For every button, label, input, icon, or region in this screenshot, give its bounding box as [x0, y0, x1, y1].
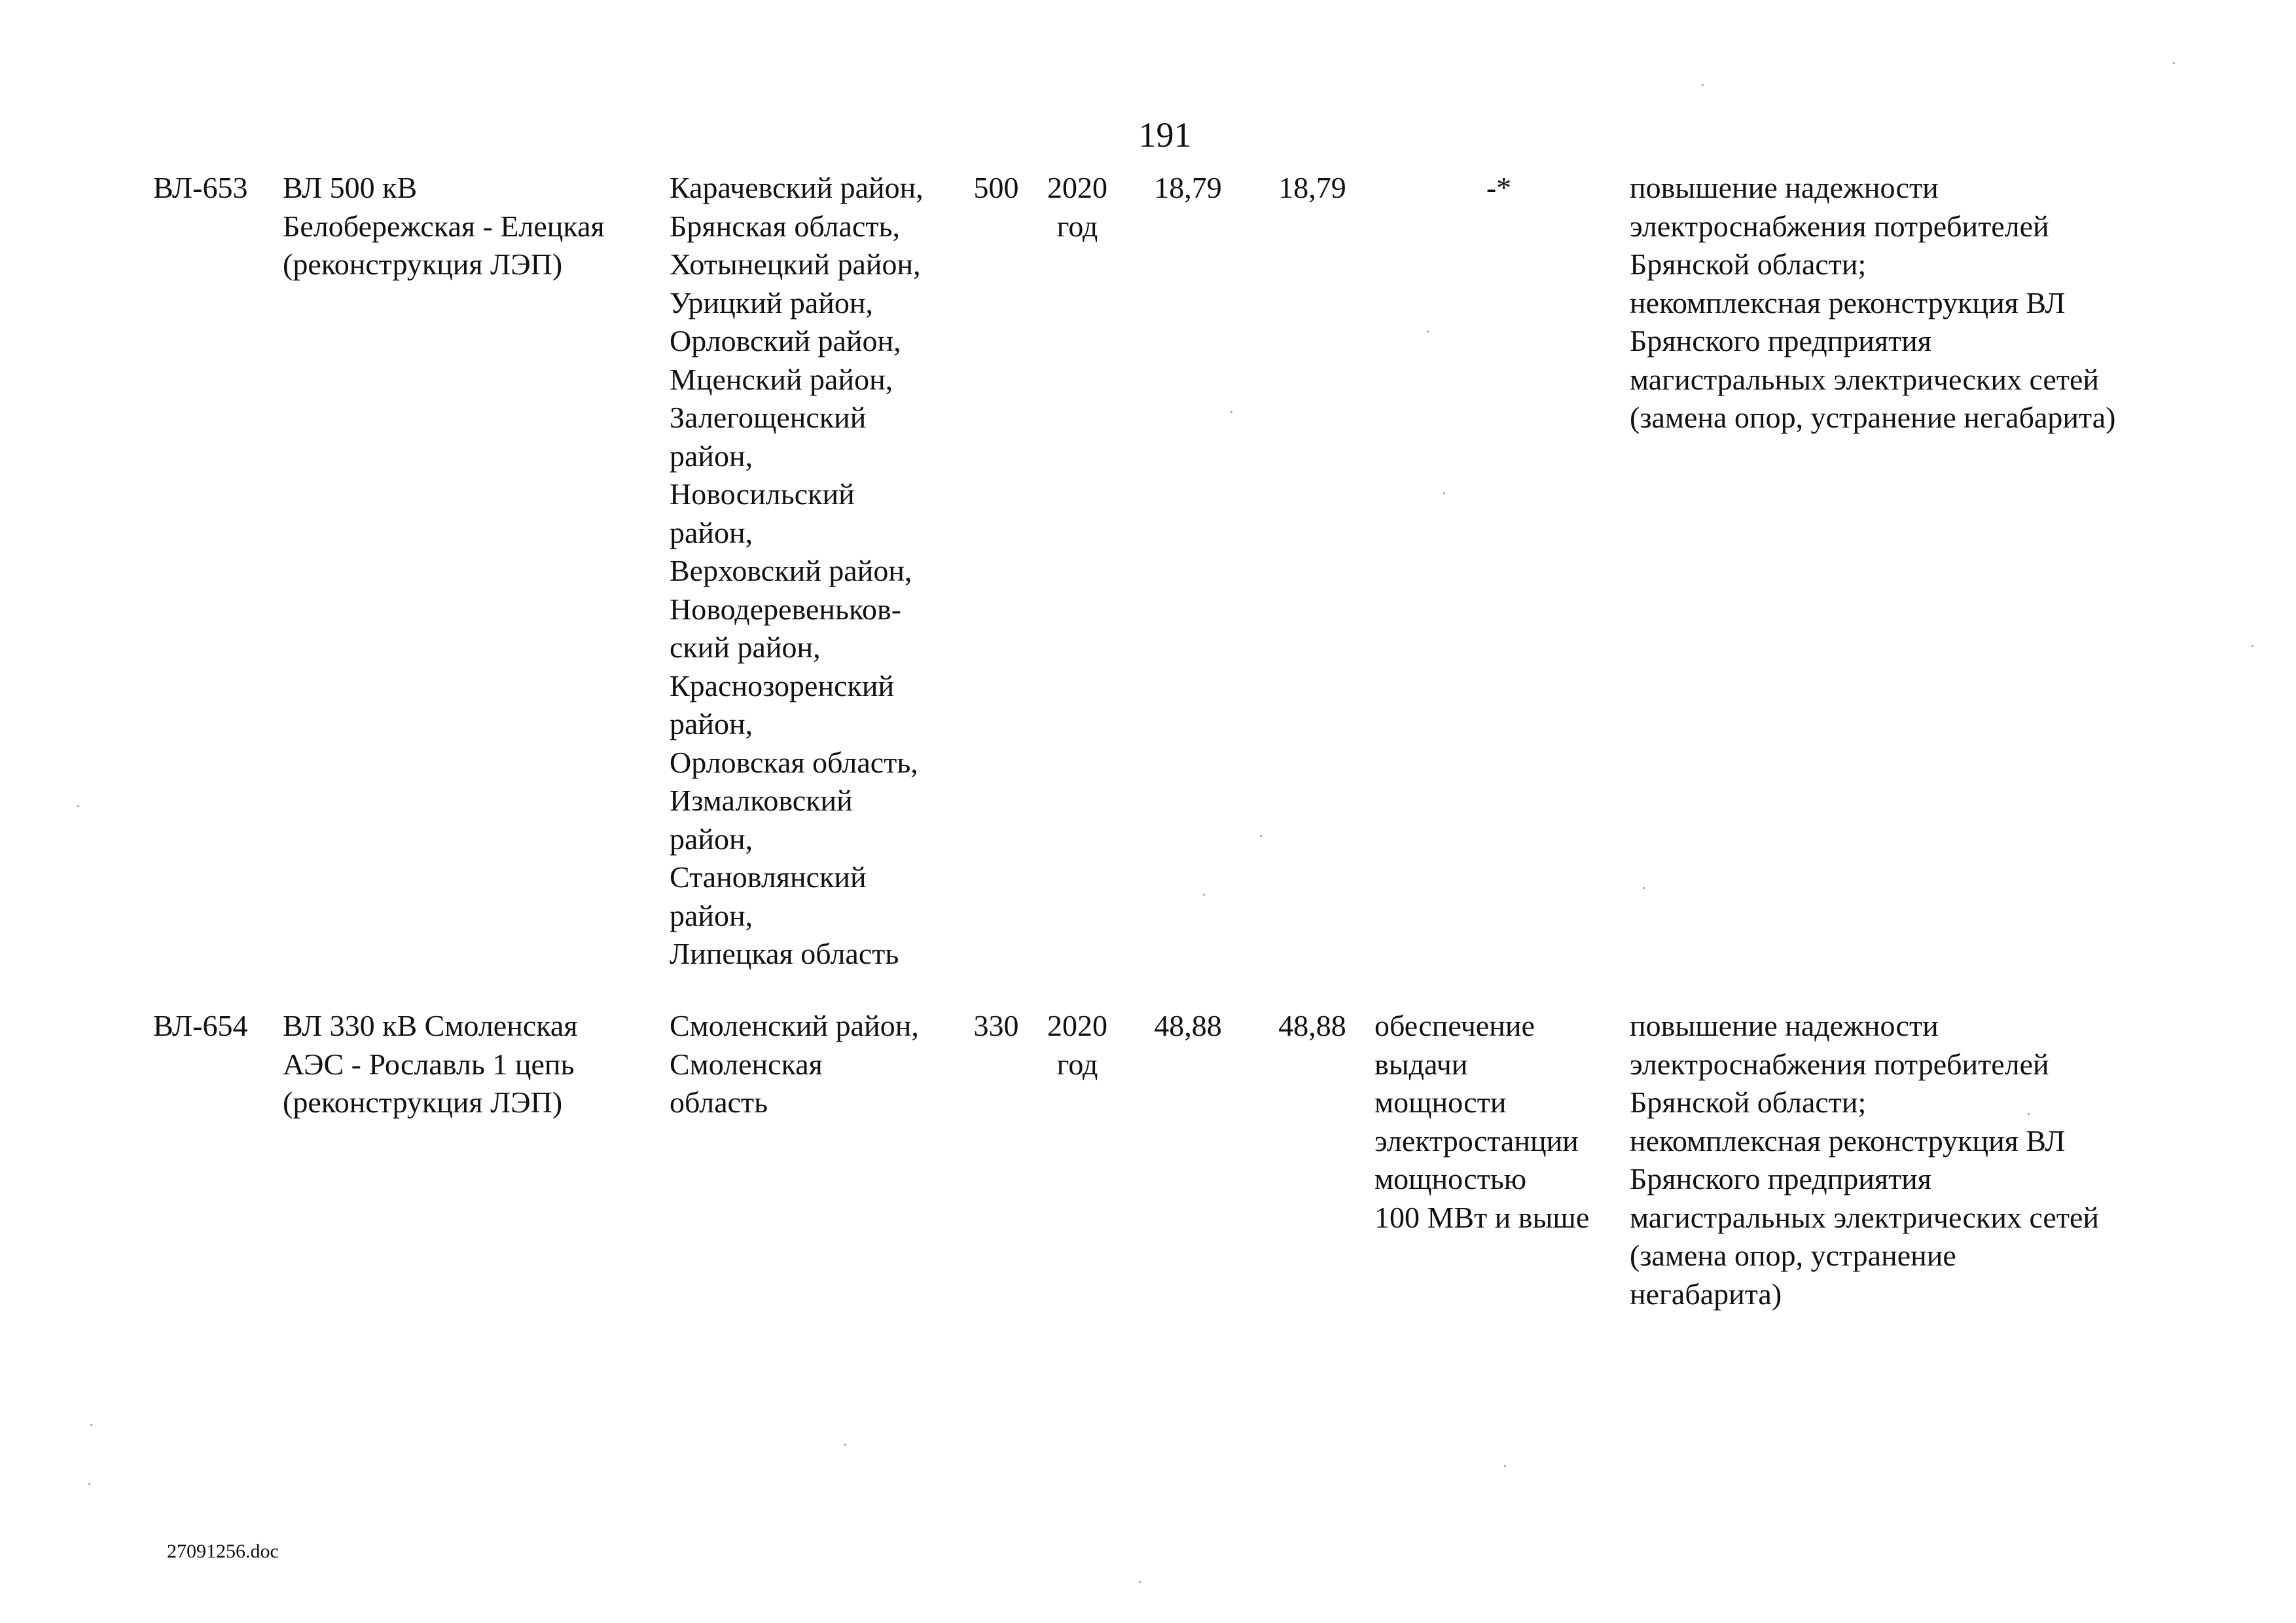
- scan-speck: [1702, 84, 1704, 86]
- line-year: 2020 год: [1047, 171, 1107, 243]
- line-name: ВЛ 500 кВ Белобережская - Елецкая (реконструкция ЛЭП): [283, 171, 605, 281]
- scan-speck: [1203, 894, 1205, 896]
- scan-speck: [2173, 62, 2175, 64]
- scan-speck: [90, 1424, 92, 1426]
- line-voltage: 500: [973, 171, 1019, 204]
- line-code: ВЛ-654: [153, 1009, 248, 1042]
- line-year: 2020 год: [1047, 1009, 1107, 1081]
- line-region: Смоленский район, Смоленская область: [670, 1009, 919, 1119]
- scan-speck: [1504, 1465, 1506, 1467]
- scan-speck: [1643, 887, 1645, 889]
- scan-speck: [1443, 492, 1445, 494]
- line-voltage: 330: [973, 1009, 1019, 1042]
- scan-speck: [1427, 331, 1429, 333]
- scan-speck: [1139, 1581, 1141, 1583]
- line-length-1: 48,88: [1154, 1009, 1222, 1042]
- line-length-1: 18,79: [1154, 171, 1222, 204]
- scan-speck: [2028, 1113, 2030, 1115]
- scan-speck: [77, 805, 79, 807]
- line-goal: повышение надежности электроснабжения потребителей Брянской области; некомплексная реконструкция ВЛ Брянского предприятия магистральных электрических сетей (замена опор, устранение негабарита): [1630, 1009, 2099, 1311]
- line-purpose: -*: [1486, 171, 1512, 204]
- line-length-2: 48,88: [1278, 1009, 1346, 1042]
- line-length-2: 18,79: [1278, 171, 1346, 204]
- line-region: Карачевский район, Брянская область, Хотынецкий район, Урицкий район, Орловский район, Мценский район, Залегощенский район, Новосильский район, Верховский район, Новодеревеньков- ский район, Краснозоренский район, Орловская область, Измалковский район, Становлянский район, Липецкая область: [670, 171, 924, 970]
- scan-speck: [844, 1444, 846, 1446]
- line-goal: повышение надежности электроснабжения потребителей Брянской области; некомплексная реконструкция ВЛ Брянского предприятия магистральных электрических сетей (замена опор, устранение негабарита): [1630, 171, 2116, 434]
- document-filename: 27091256.doc: [167, 1541, 279, 1562]
- line-name: ВЛ 330 кВ Смоленская АЭС - Рославль 1 цепь (реконструкция ЛЭП): [283, 1009, 578, 1119]
- scan-speck: [88, 1483, 90, 1485]
- line-purpose: обеспечение выдачи мощности электростанции мощностью 100 МВт и выше: [1374, 1009, 1590, 1234]
- scan-speck: [2251, 645, 2253, 647]
- page-number: 191: [1138, 115, 1192, 155]
- line-code: ВЛ-653: [153, 171, 248, 204]
- scan-speck: [1260, 835, 1262, 837]
- scan-speck: [1230, 411, 1232, 413]
